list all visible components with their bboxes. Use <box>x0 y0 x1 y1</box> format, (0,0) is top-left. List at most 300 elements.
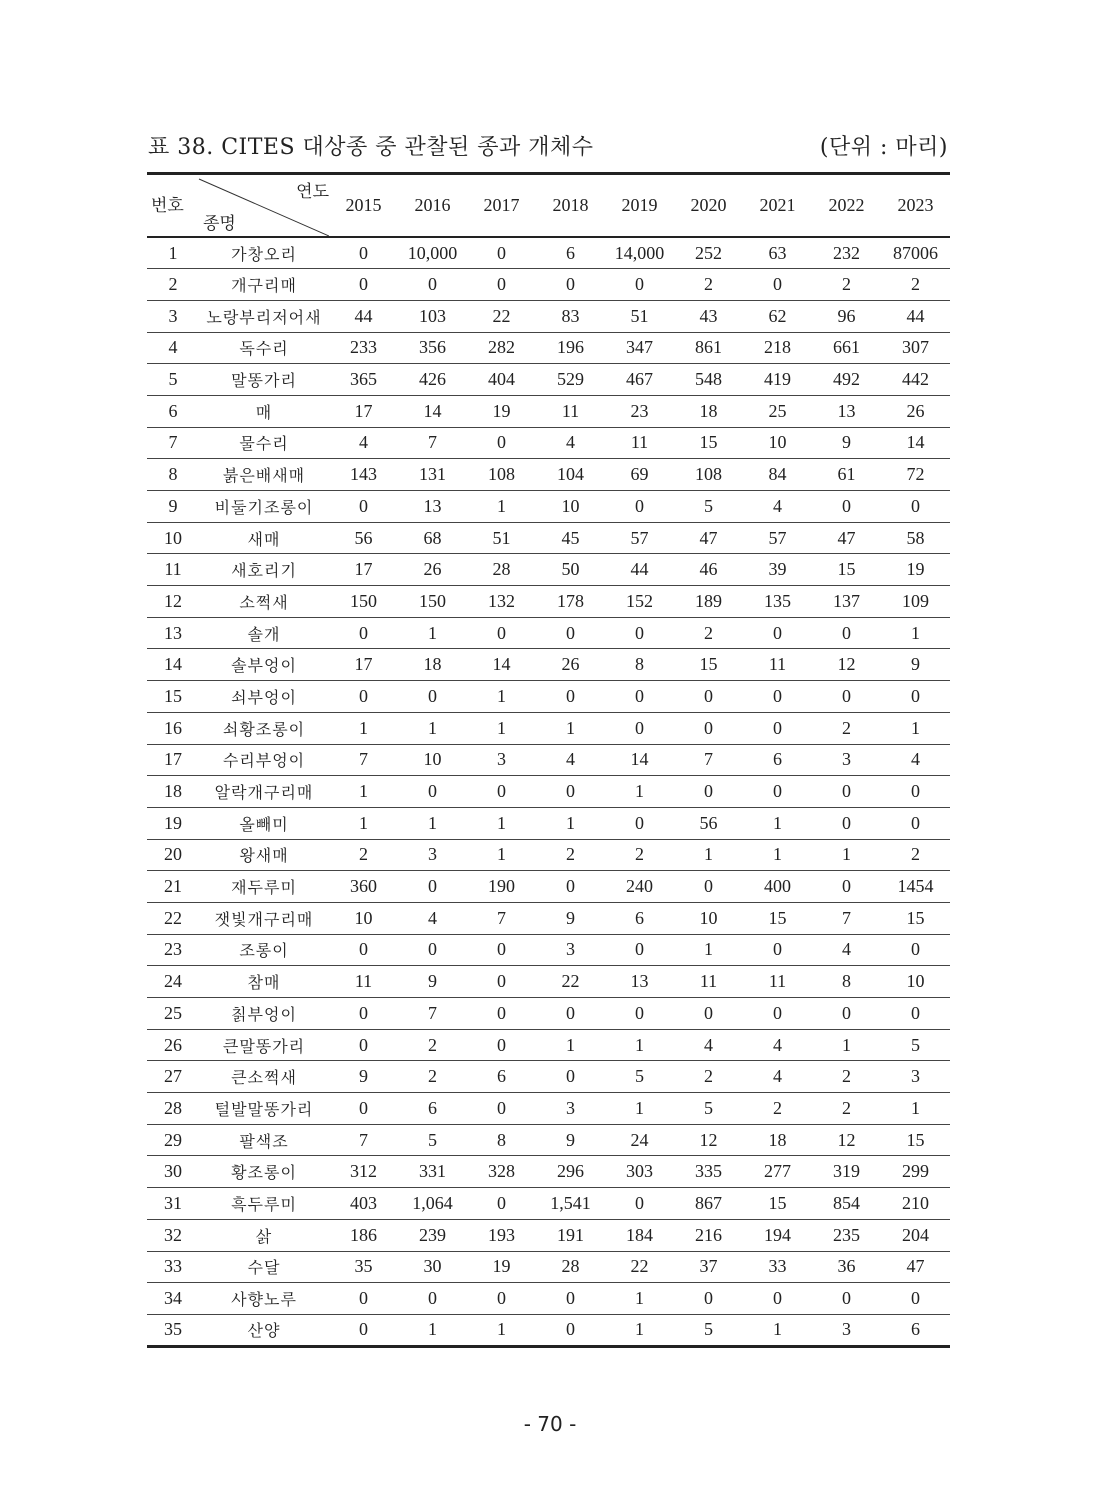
count-cell: 68 <box>423 527 442 548</box>
count-cell: 0 <box>359 939 368 960</box>
count-cell: 96 <box>837 305 856 326</box>
count-cell: 50 <box>561 559 580 580</box>
unit-label: (단위 : 마리) <box>819 134 948 160</box>
row-number: 24 <box>164 971 182 992</box>
count-cell: 14 <box>906 432 925 453</box>
count-cell: 419 <box>764 369 791 390</box>
table-row <box>147 459 950 491</box>
count-cell: 9 <box>842 432 851 453</box>
count-cell: 1 <box>497 717 506 738</box>
count-cell: 47 <box>906 1256 925 1277</box>
count-cell: 10 <box>354 907 373 928</box>
count-cell: 15 <box>837 559 856 580</box>
count-cell: 347 <box>626 337 653 358</box>
table-row <box>147 300 950 332</box>
count-cell: 4 <box>773 1066 782 1087</box>
species-name: 재두루미 <box>231 878 297 898</box>
count-cell: 12 <box>699 1129 718 1150</box>
species-name: 비둘기조롱이 <box>214 497 314 517</box>
count-cell: 0 <box>497 1002 506 1023</box>
count-cell: 1 <box>704 844 713 865</box>
count-cell: 22 <box>492 305 511 326</box>
count-cell: 26 <box>423 559 442 580</box>
count-cell: 0 <box>566 274 575 295</box>
count-cell: 1 <box>428 622 437 643</box>
table-row <box>147 1029 950 1061</box>
row-number: 30 <box>164 1161 182 1182</box>
count-cell: 1 <box>704 939 713 960</box>
count-cell: 0 <box>911 1002 920 1023</box>
count-cell: 15 <box>699 654 718 675</box>
count-cell: 0 <box>842 1002 851 1023</box>
count-cell: 0 <box>704 1002 713 1023</box>
count-cell: 1 <box>497 495 506 516</box>
table-row <box>147 807 950 839</box>
count-cell: 0 <box>497 939 506 960</box>
table-row <box>147 998 950 1030</box>
row-number: 19 <box>164 812 182 833</box>
count-cell: 178 <box>557 590 584 611</box>
count-cell: 854 <box>833 1192 860 1213</box>
count-cell: 3 <box>428 844 437 865</box>
count-cell: 51 <box>492 527 511 548</box>
table-row <box>147 427 950 459</box>
count-cell: 0 <box>704 717 713 738</box>
count-cell: 0 <box>635 717 644 738</box>
count-cell: 0 <box>497 1192 506 1213</box>
species-name: 새매 <box>247 529 281 549</box>
count-cell: 11 <box>768 654 787 675</box>
table-row <box>147 586 950 618</box>
species-count-table <box>147 172 950 1348</box>
count-cell: 252 <box>695 242 722 263</box>
count-cell: 0 <box>842 622 851 643</box>
count-cell: 1 <box>635 1034 644 1055</box>
count-cell: 63 <box>768 242 787 263</box>
count-cell: 10 <box>699 907 718 928</box>
count-cell: 0 <box>359 1097 368 1118</box>
table-row <box>147 934 950 966</box>
count-cell: 15 <box>699 432 718 453</box>
count-cell: 296 <box>557 1161 584 1182</box>
count-cell: 277 <box>764 1161 791 1182</box>
count-cell: 11 <box>768 971 787 992</box>
count-cell: 0 <box>497 242 506 263</box>
count-cell: 0 <box>773 1002 782 1023</box>
count-cell: 0 <box>497 1288 506 1309</box>
count-cell: 492 <box>833 369 860 390</box>
count-cell: 0 <box>497 622 506 643</box>
count-cell: 0 <box>359 1319 368 1340</box>
count-cell: 47 <box>699 527 718 548</box>
count-cell: 0 <box>428 876 437 897</box>
header-year-2015: 2015 <box>345 195 382 215</box>
count-cell: 1 <box>497 1319 506 1340</box>
count-cell: 7 <box>704 749 713 770</box>
count-cell: 0 <box>773 1288 782 1309</box>
count-cell: 0 <box>842 685 851 706</box>
count-cell: 0 <box>359 242 368 263</box>
count-cell: 312 <box>350 1161 377 1182</box>
count-cell: 14 <box>492 654 511 675</box>
count-cell: 9 <box>428 971 437 992</box>
count-cell: 22 <box>561 971 580 992</box>
count-cell: 2 <box>842 717 851 738</box>
count-cell: 0 <box>566 1066 575 1087</box>
row-number: 22 <box>164 907 182 928</box>
count-cell: 5 <box>704 495 713 516</box>
count-cell: 17 <box>354 559 373 580</box>
count-cell: 0 <box>911 781 920 802</box>
count-cell: 104 <box>557 464 584 485</box>
count-cell: 0 <box>842 495 851 516</box>
count-cell: 404 <box>488 369 515 390</box>
row-number: 29 <box>164 1129 182 1150</box>
count-cell: 26 <box>906 400 925 421</box>
count-cell: 17 <box>354 654 373 675</box>
header-species: 종명 <box>203 214 236 234</box>
count-cell: 0 <box>911 1288 920 1309</box>
count-cell: 2 <box>359 844 368 865</box>
row-number: 2 <box>168 274 178 295</box>
row-number: 14 <box>164 654 182 675</box>
count-cell: 0 <box>497 971 506 992</box>
table-row <box>147 1283 950 1315</box>
row-number: 4 <box>168 337 178 358</box>
species-name: 큰소쩍새 <box>231 1068 297 1088</box>
count-cell: 7 <box>842 907 851 928</box>
count-cell: 4 <box>773 495 782 516</box>
count-cell: 1 <box>428 717 437 738</box>
count-cell: 0 <box>635 274 644 295</box>
count-cell: 25 <box>768 400 787 421</box>
count-cell: 0 <box>359 622 368 643</box>
count-cell: 0 <box>428 1288 437 1309</box>
count-cell: 1 <box>911 1097 920 1118</box>
count-cell: 0 <box>635 495 644 516</box>
count-cell: 0 <box>773 717 782 738</box>
count-cell: 235 <box>833 1224 860 1245</box>
table-row <box>147 776 950 808</box>
row-number: 28 <box>164 1097 182 1118</box>
count-cell: 19 <box>906 559 925 580</box>
row-number: 18 <box>164 781 182 802</box>
species-name: 사향노루 <box>231 1290 297 1310</box>
count-cell: 8 <box>842 971 851 992</box>
count-cell: 0 <box>566 781 575 802</box>
species-name: 올빼미 <box>239 814 289 834</box>
count-cell: 30 <box>423 1256 442 1277</box>
species-name: 알락개구리매 <box>214 783 314 803</box>
table-row <box>147 712 950 744</box>
count-cell: 9 <box>911 654 920 675</box>
count-cell: 62 <box>768 305 787 326</box>
count-cell: 57 <box>630 527 649 548</box>
count-cell: 61 <box>837 464 856 485</box>
table-row <box>147 269 950 301</box>
count-cell: 1 <box>359 717 368 738</box>
species-name: 개구리매 <box>231 276 297 296</box>
species-name: 솔부엉이 <box>231 656 297 676</box>
count-cell: 19 <box>492 1256 511 1277</box>
count-cell: 0 <box>635 939 644 960</box>
count-cell: 6 <box>566 242 575 263</box>
header-year-2016: 2016 <box>414 195 451 215</box>
count-cell: 2 <box>704 1066 713 1087</box>
count-cell: 28 <box>492 559 511 580</box>
count-cell: 191 <box>557 1224 584 1245</box>
table-row <box>147 237 950 269</box>
count-cell: 2 <box>911 274 920 295</box>
row-number: 17 <box>164 749 182 770</box>
count-cell: 8 <box>497 1129 506 1150</box>
row-number: 35 <box>164 1319 182 1340</box>
count-cell: 5 <box>635 1066 644 1087</box>
table-row <box>147 554 950 586</box>
count-cell: 193 <box>488 1224 515 1245</box>
species-name: 칡부엉이 <box>231 1004 297 1024</box>
count-cell: 4 <box>911 749 920 770</box>
count-cell: 108 <box>488 464 515 485</box>
species-name: 노랑부리저어새 <box>206 307 322 327</box>
row-number: 3 <box>168 305 178 326</box>
table-caption <box>148 128 948 162</box>
count-cell: 2 <box>773 1097 782 1118</box>
species-name: 쇠황조롱이 <box>222 719 306 739</box>
header-year-2021: 2021 <box>759 195 796 215</box>
header-year-2022: 2022 <box>828 195 865 215</box>
count-cell: 184 <box>626 1224 653 1245</box>
page-number: - 70 - <box>523 1412 577 1436</box>
species-name: 새호리기 <box>231 561 297 581</box>
row-number: 31 <box>164 1192 182 1213</box>
count-cell: 36 <box>837 1256 856 1277</box>
count-cell: 150 <box>350 590 377 611</box>
table-row <box>147 364 950 396</box>
count-cell: 143 <box>350 464 377 485</box>
table-row <box>147 1093 950 1125</box>
row-number: 26 <box>164 1034 182 1055</box>
row-number: 1 <box>168 242 178 263</box>
count-cell: 18 <box>768 1129 787 1150</box>
count-cell: 0 <box>428 685 437 706</box>
count-cell: 196 <box>557 337 584 358</box>
count-cell: 4 <box>428 907 437 928</box>
count-cell: 84 <box>768 464 787 485</box>
count-cell: 328 <box>488 1161 515 1182</box>
count-cell: 1 <box>773 812 782 833</box>
count-cell: 15 <box>768 907 787 928</box>
header-year-2018: 2018 <box>552 195 589 215</box>
count-cell: 0 <box>911 495 920 516</box>
count-cell: 282 <box>488 337 515 358</box>
species-name: 흑두루미 <box>231 1194 297 1214</box>
count-cell: 442 <box>902 369 929 390</box>
count-cell: 0 <box>635 622 644 643</box>
count-cell: 0 <box>566 1002 575 1023</box>
table-row <box>147 1219 950 1251</box>
count-cell: 137 <box>833 590 860 611</box>
count-cell: 14,000 <box>614 242 665 263</box>
count-cell: 210 <box>902 1192 929 1213</box>
count-cell: 10,000 <box>407 242 458 263</box>
count-cell: 7 <box>497 907 506 928</box>
row-number: 15 <box>164 685 182 706</box>
count-cell: 0 <box>359 1034 368 1055</box>
table-row <box>147 1156 950 1188</box>
count-cell: 867 <box>695 1192 722 1213</box>
table-body <box>147 237 950 1346</box>
count-cell: 1454 <box>897 876 934 897</box>
count-cell: 56 <box>354 527 373 548</box>
count-cell: 0 <box>428 781 437 802</box>
count-cell: 1 <box>359 812 368 833</box>
table-row <box>147 871 950 903</box>
count-cell: 44 <box>630 559 649 580</box>
count-cell: 10 <box>768 432 787 453</box>
count-cell: 0 <box>359 495 368 516</box>
count-cell: 0 <box>497 781 506 802</box>
count-cell: 2 <box>842 274 851 295</box>
count-cell: 6 <box>635 907 644 928</box>
count-cell: 2 <box>704 622 713 643</box>
count-cell: 4 <box>773 1034 782 1055</box>
count-cell: 69 <box>630 464 649 485</box>
count-cell: 0 <box>428 274 437 295</box>
table-row <box>147 744 950 776</box>
header-year: 연도 <box>296 182 329 202</box>
species-name: 소쩍새 <box>239 592 289 612</box>
species-name: 큰말똥가리 <box>222 1036 306 1056</box>
count-cell: 13 <box>423 495 442 516</box>
count-cell: 83 <box>561 305 580 326</box>
count-cell: 232 <box>833 242 860 263</box>
species-name: 쇠부엉이 <box>231 687 297 707</box>
count-cell: 0 <box>497 274 506 295</box>
count-cell: 3 <box>842 749 851 770</box>
table-row <box>147 1314 950 1346</box>
count-cell: 1 <box>635 781 644 802</box>
count-cell: 87006 <box>893 242 938 263</box>
row-number: 20 <box>164 844 182 865</box>
count-cell: 7 <box>359 1129 368 1150</box>
count-cell: 529 <box>557 369 584 390</box>
count-cell: 1 <box>359 781 368 802</box>
count-cell: 11 <box>354 971 373 992</box>
count-cell: 44 <box>354 305 373 326</box>
table-row <box>147 522 950 554</box>
count-cell: 5 <box>704 1319 713 1340</box>
count-cell: 0 <box>911 939 920 960</box>
count-cell: 47 <box>837 527 856 548</box>
table-row <box>147 966 950 998</box>
count-cell: 7 <box>359 749 368 770</box>
row-number: 25 <box>164 1002 182 1023</box>
count-cell: 57 <box>768 527 787 548</box>
count-cell: 661 <box>833 337 860 358</box>
count-cell: 108 <box>695 464 722 485</box>
count-cell: 6 <box>428 1097 437 1118</box>
count-cell: 467 <box>626 369 653 390</box>
count-cell: 6 <box>911 1319 920 1340</box>
count-cell: 299 <box>902 1161 929 1182</box>
row-number: 6 <box>168 400 178 421</box>
header-year-2023: 2023 <box>897 195 934 215</box>
count-cell: 0 <box>842 1288 851 1309</box>
count-cell: 0 <box>566 685 575 706</box>
count-cell: 319 <box>833 1161 860 1182</box>
table-title: 표 38. CITES 대상종 중 관찰된 종과 개체수 <box>148 134 594 160</box>
count-cell: 9 <box>566 907 575 928</box>
count-cell: 6 <box>773 749 782 770</box>
row-number: 12 <box>164 590 182 611</box>
count-cell: 0 <box>635 1002 644 1023</box>
count-cell: 33 <box>768 1256 787 1277</box>
count-cell: 0 <box>635 685 644 706</box>
count-cell: 39 <box>768 559 787 580</box>
row-number: 27 <box>164 1066 182 1087</box>
count-cell: 0 <box>773 781 782 802</box>
count-cell: 11 <box>561 400 580 421</box>
count-cell: 150 <box>419 590 446 611</box>
count-cell: 0 <box>842 812 851 833</box>
count-cell: 0 <box>566 1288 575 1309</box>
species-name: 잿빛개구리매 <box>214 909 314 929</box>
count-cell: 10 <box>561 495 580 516</box>
count-cell: 58 <box>906 527 925 548</box>
count-cell: 2 <box>566 844 575 865</box>
count-cell: 2 <box>704 274 713 295</box>
count-cell: 2 <box>428 1034 437 1055</box>
count-cell: 35 <box>354 1256 373 1277</box>
species-name: 삵 <box>255 1226 273 1246</box>
table-row <box>147 902 950 934</box>
count-cell: 24 <box>630 1129 649 1150</box>
row-number: 10 <box>164 527 182 548</box>
count-cell: 1 <box>911 622 920 643</box>
count-cell: 14 <box>630 749 649 770</box>
count-cell: 3 <box>497 749 506 770</box>
count-cell: 11 <box>630 432 649 453</box>
diagonal-header-cell <box>147 174 329 238</box>
count-cell: 4 <box>359 432 368 453</box>
count-cell: 1 <box>497 844 506 865</box>
count-cell: 240 <box>626 876 653 897</box>
header-number: 번호 <box>151 196 184 216</box>
count-cell: 0 <box>497 432 506 453</box>
species-name: 산양 <box>247 1321 281 1341</box>
count-cell: 4 <box>704 1034 713 1055</box>
species-name: 붉은배새매 <box>222 466 306 486</box>
species-name: 수리부엉이 <box>222 751 306 771</box>
count-cell: 0 <box>773 939 782 960</box>
count-cell: 6 <box>497 1066 506 1087</box>
count-cell: 0 <box>773 685 782 706</box>
species-name: 가창오리 <box>231 244 297 264</box>
header-year-2019: 2019 <box>621 195 658 215</box>
count-cell: 356 <box>419 337 446 358</box>
count-cell: 194 <box>764 1224 791 1245</box>
count-cell: 12 <box>837 1129 856 1150</box>
species-name: 수달 <box>247 1258 281 1278</box>
count-cell: 0 <box>359 685 368 706</box>
count-cell: 15 <box>906 907 925 928</box>
count-cell: 23 <box>630 400 649 421</box>
table-row <box>147 491 950 523</box>
count-cell: 2 <box>428 1066 437 1087</box>
count-cell: 131 <box>419 464 446 485</box>
count-cell: 1,064 <box>412 1192 453 1213</box>
